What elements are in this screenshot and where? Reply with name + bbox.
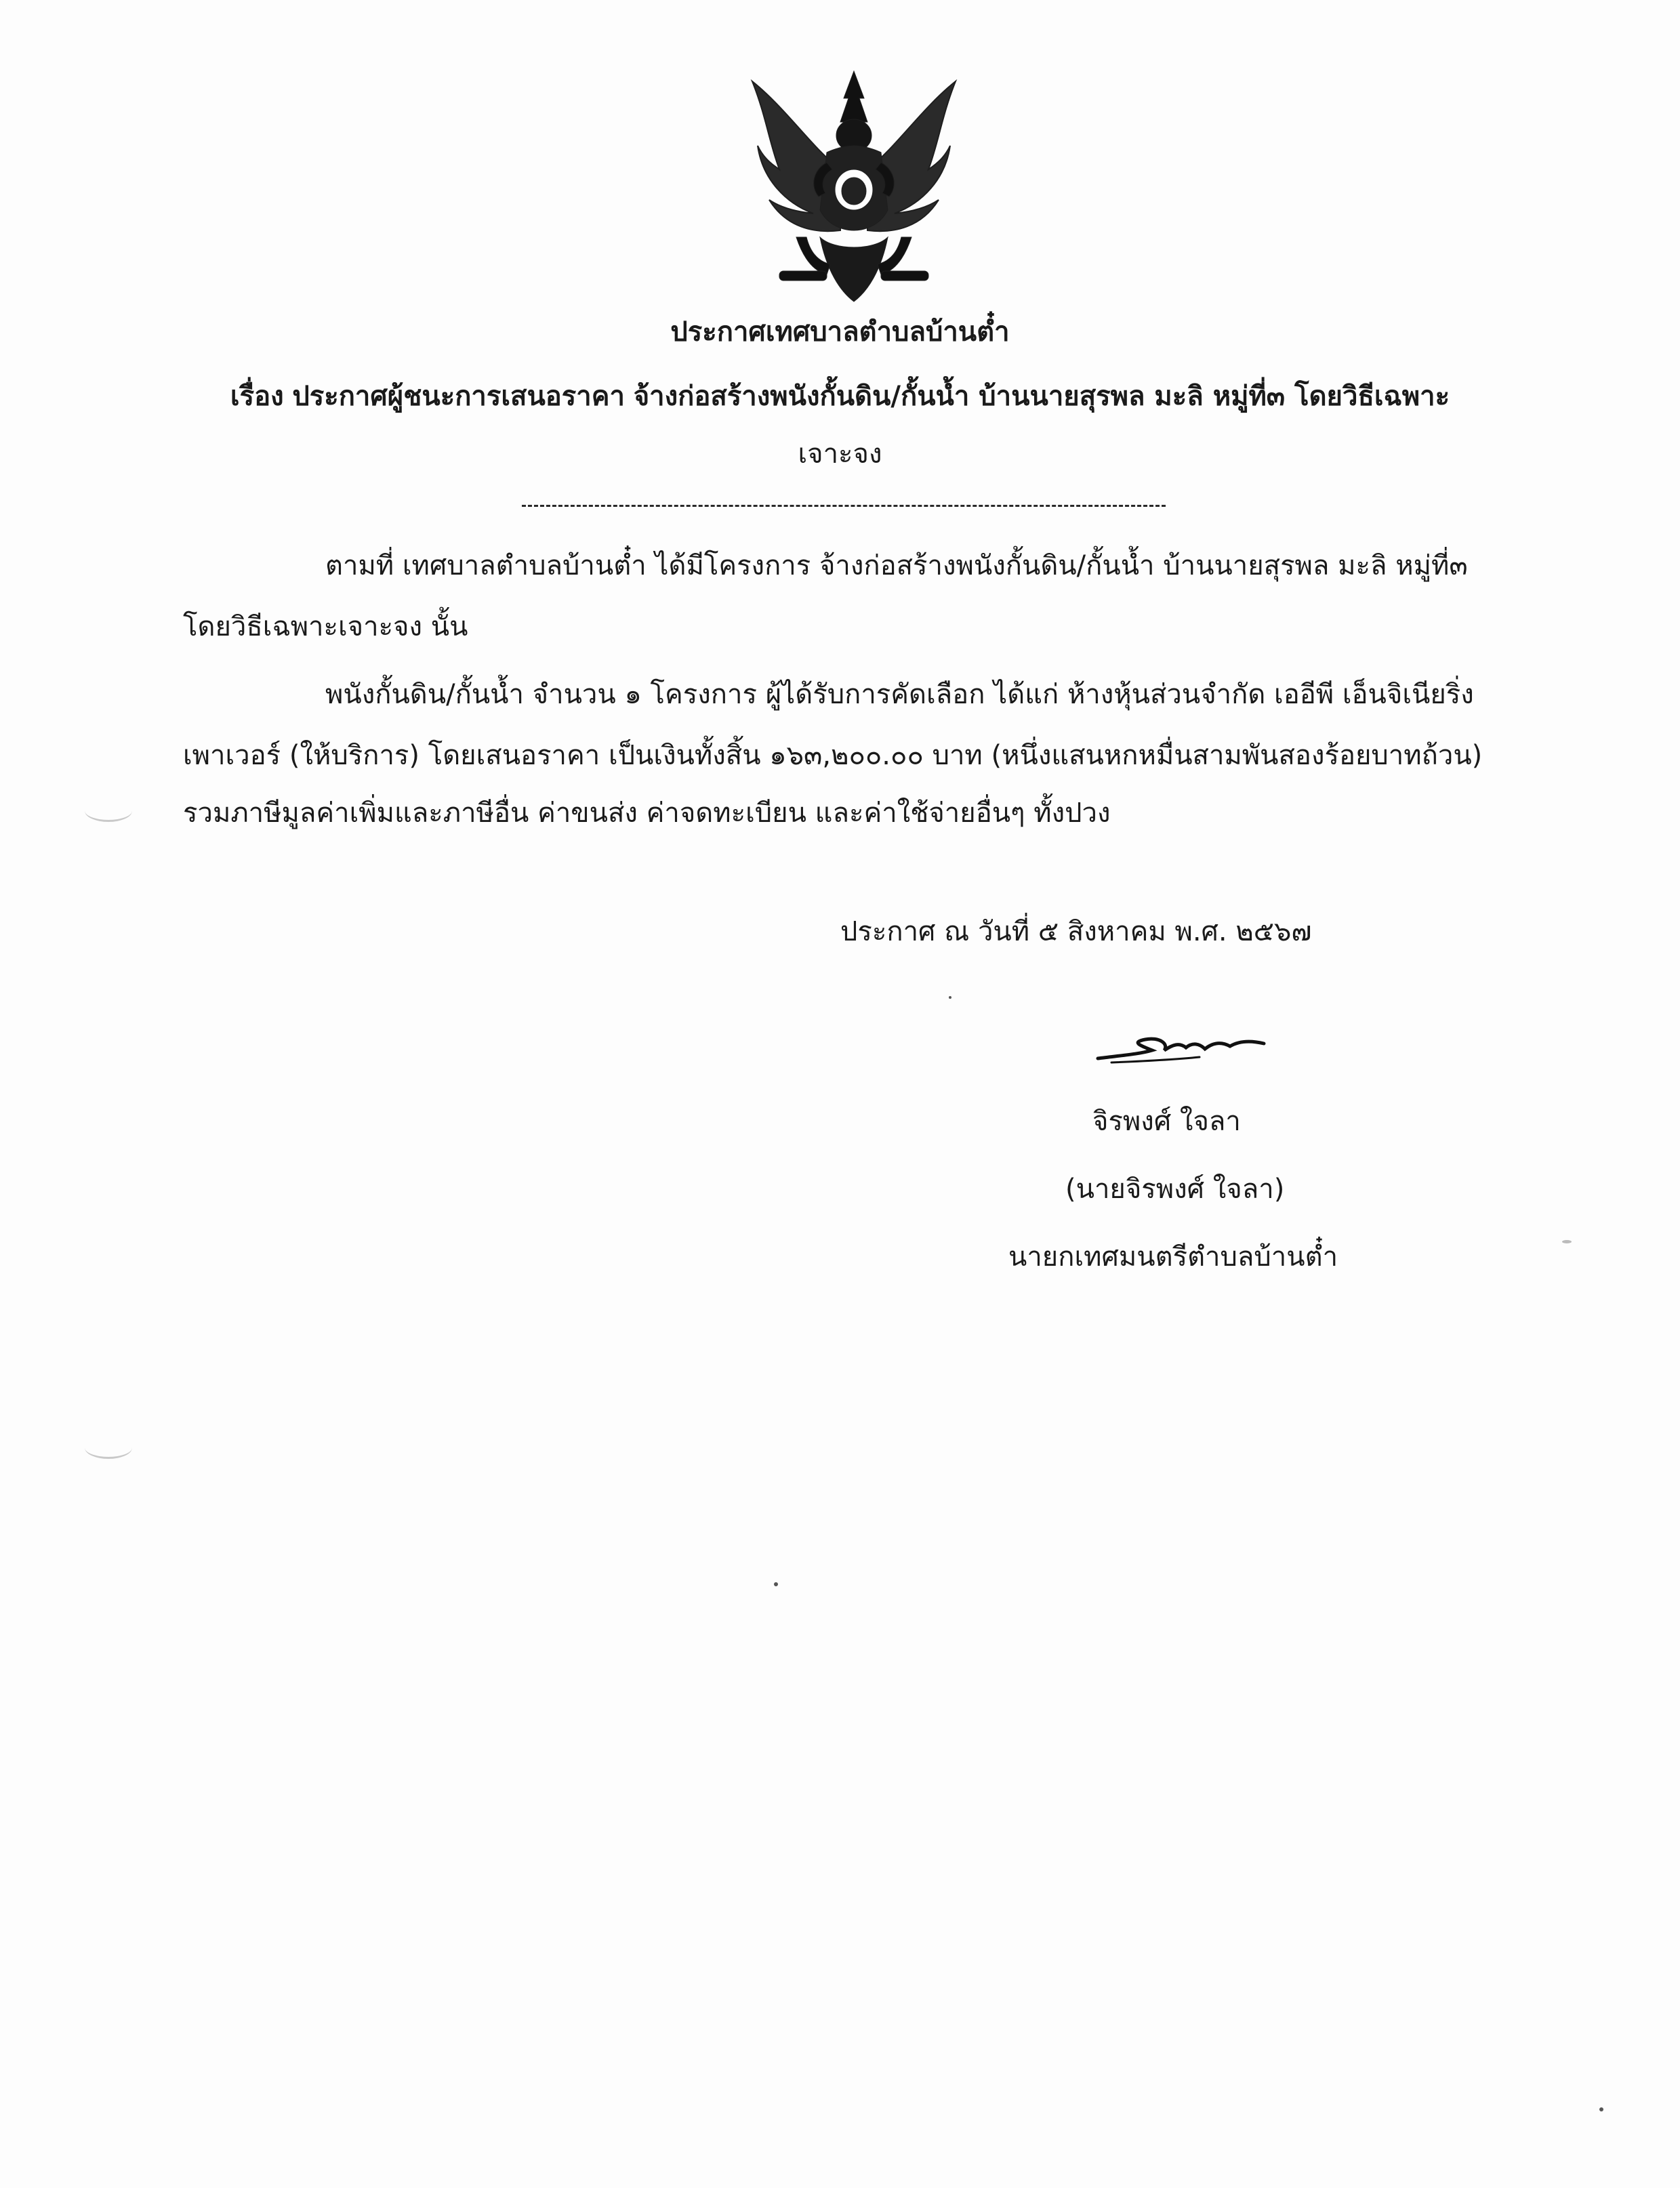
subject-line xyxy=(136,376,1544,417)
paragraph-2-line-2: เพาเวอร์ (ให้บริการ) โดยเสนอราคา เป็นเงินทั้งสิ้น ๑๖๓,๒๐๐.๐๐ บาท (หนึ่งแสนหกหมื่นสามพันสองร้อยบาทถ้วน) xyxy=(183,740,1483,771)
signer-position: นายกเทศมนตรีตำบลบ้านต๋ำ xyxy=(1008,1241,1338,1273)
subject-description: จ้างก่อสร้างพนังกั้นดิน/กั้นน้ำ บ้านนายสุรพล มะลิ หมู่ที่๓ โดยวิธีเฉพาะ xyxy=(633,381,1450,412)
signer-full-name: (นายจิรพงศ์ ใจลา) xyxy=(1065,1174,1285,1205)
agency-title: ประกาศเทศบาลตำบลบ้านต๋ำ xyxy=(670,316,1010,348)
scan-speck xyxy=(1562,1240,1572,1243)
paragraph-2-line-3: รวมภาษีมูลค่าเพิ่มและภาษีอื่น ค่าขนส่ง ค่าจดทะเบียน และค่าใช้จ่ายอื่นๆ ทั้งปวง xyxy=(183,798,1111,829)
punch-hole-mark xyxy=(85,1437,132,1459)
announcement-date: ประกาศ ณ วันที่ ๕ สิงหาคม พ.ศ. ๒๕๖๗ xyxy=(840,916,1312,947)
garuda-emblem xyxy=(739,68,969,312)
scan-speck xyxy=(774,1582,778,1586)
subject-continuation: เจาะจง xyxy=(798,438,882,470)
scan-speck xyxy=(949,996,951,999)
paragraph-1-line-1: ตามที่ เทศบาลตำบลบ้านต๋ำ ได้มีโครงการ จ้างก่อสร้างพนังกั้นดิน/กั้นน้ำ บ้านนายสุรพล มะลิ หมู่ที่๓ xyxy=(325,550,1468,581)
handwritten-signature xyxy=(1091,1030,1274,1071)
subject-heading: ประกาศผู้ชนะการเสนอราคา xyxy=(292,381,625,412)
separator-line xyxy=(522,505,1166,507)
signer-name: จิรพงศ์ ใจลา xyxy=(1092,1106,1241,1137)
punch-hole-mark xyxy=(85,800,132,822)
paragraph-1-line-2: โดยวิธีเฉพาะเจาะจง นั้น xyxy=(183,611,468,642)
paragraph-2-line-1: พนังกั้นดิน/กั้นน้ำ จำนวน ๑ โครงการ ผู้ได้รับการคัดเลือก ได้แก่ ห้างหุ้นส่วนจำกัด เออีพี เอ็นจิเนียริ่ง xyxy=(325,679,1474,710)
scan-speck xyxy=(1599,2107,1603,2111)
subject-label: เรื่อง xyxy=(230,381,284,412)
